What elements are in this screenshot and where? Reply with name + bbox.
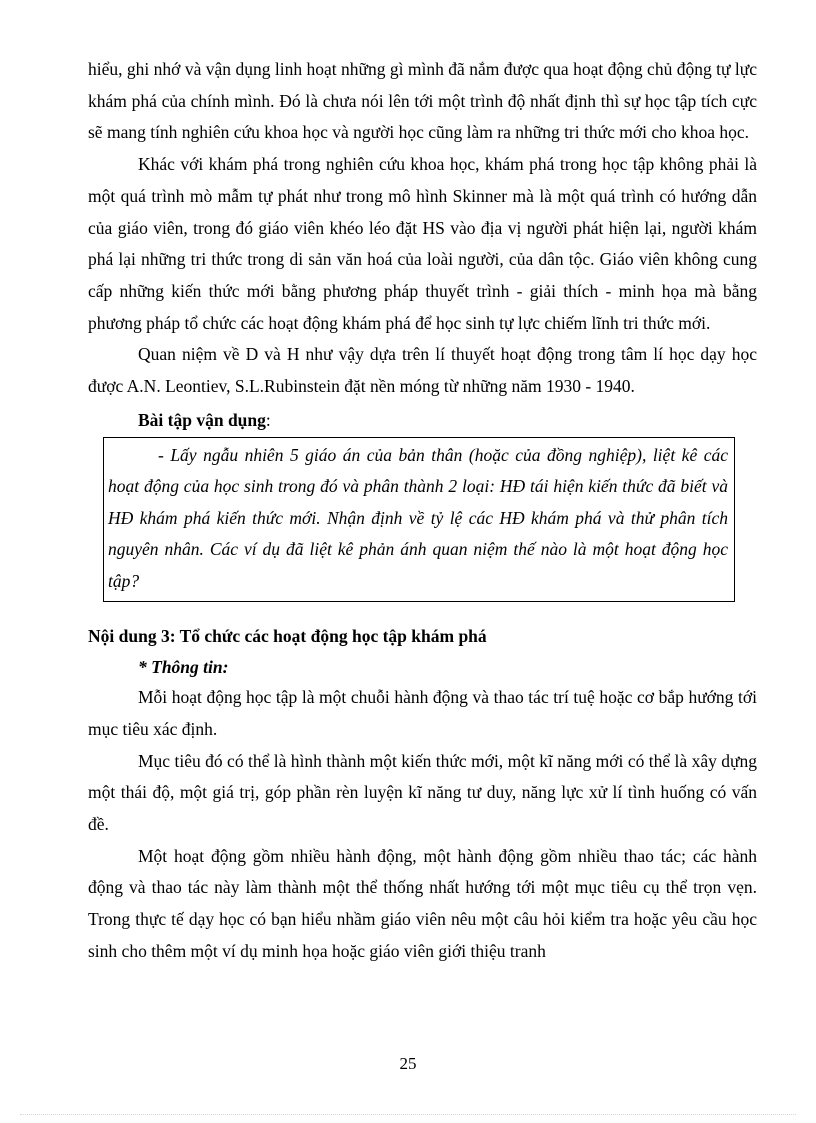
paragraph-learning-activity: Mỗi hoạt động học tập là một chuỗi hành động và thao tác trí tuệ hoặc cơ bắp hướng tới mục tiêu xác định. bbox=[88, 687, 757, 739]
paragraph-discovery-learning: Khác với khám phá trong nghiên cứu khoa học, khám phá trong học tập không phải là một quá trình mò mẫm tự phát như trong mô hình Skinner mà là một quá trình có hướng dẫn của giáo viên, trong đó giáo viên khéo léo đặt HS vào địa vị người phát hiện lại, người khám phá lại những tri thức trong di sản văn hoá của loài người, của dân tộc. Giáo viên không cung cấp những kiến thức mới bằng phương pháp thuyết trình - giải thích - minh họa mà bằng phương pháp tổ chức các hoạt động khám phá để học sinh tự lực chiếm lĩnh tri thức mới. bbox=[88, 154, 757, 333]
exercise-colon: : bbox=[265, 409, 271, 430]
section-title: Nội dung 3: Tổ chức các hoạt động học tập khám phá bbox=[88, 626, 487, 647]
info-label: * Thông tin: bbox=[138, 657, 229, 678]
exercise-text: - Lấy ngẫu nhiên 5 giáo án của bản thân (hoặc của đồng nghiệp), liệt kê các hoạt động của học sinh trong đó và phân thành 2 loại: HĐ tái hiện kiến thức đã biết và HĐ khám phá kiến thức mới. Nhận định về tỷ lệ các HĐ khám phá và thử phân tích nguyên nhân. Các ví dụ đã liệt kê phản ánh quan niệm thế nào là một hoạt động học tập? bbox=[108, 444, 728, 591]
exercise-heading bbox=[88, 405, 757, 435]
exercise-box bbox=[103, 437, 735, 603]
exercise-label: Bài tập vận dụng bbox=[138, 409, 266, 430]
page-bottom-rule bbox=[20, 1114, 796, 1115]
page-number: 25 bbox=[399, 1054, 417, 1073]
paragraph-objective: Mục tiêu đó có thể là hình thành một kiến thức mới, một kĩ năng mới có thể là xây dựng một thái độ, một giá trị, góp phần rèn luyện kĩ năng tư duy, năng lực xử lí tình huống có vấn đề. bbox=[88, 750, 757, 835]
paragraph-activity-theory: Quan niệm về D và H như vậy dựa trên lí thuyết hoạt động trong tâm lí học dạy học được A.N. Leontiev, S.L.Rubinstein đặt nền móng từ những năm 1930 - 1940. bbox=[88, 344, 757, 397]
paragraph-continuation: hiểu, ghi nhớ và vận dụng linh hoạt những gì mình đã nắm được qua hoạt động chủ động tự lực khám phá của chính mình. Đó là chưa nói lên tới một trình độ nhất định thì sự học tập tích cực sẽ mang tính nghiên cứu khoa học và người học cũng làm ra những tri thức mới cho khoa học. bbox=[88, 59, 757, 143]
page-content bbox=[88, 54, 757, 968]
paragraph-actions: Một hoạt động gồm nhiều hành động, một hành động gồm nhiều thao tác; các hành động và thao tác này làm thành một thể thống nhất hướng tới một mục tiêu cụ thể trọn vẹn. Trong thực tế dạy học có bạn hiểu nhầm giáo viên nêu một câu hỏi kiểm tra hoặc yêu cầu học sinh cho thêm một ví dụ minh họa hoặc giáo viên giới thiệu tranh bbox=[88, 845, 757, 961]
